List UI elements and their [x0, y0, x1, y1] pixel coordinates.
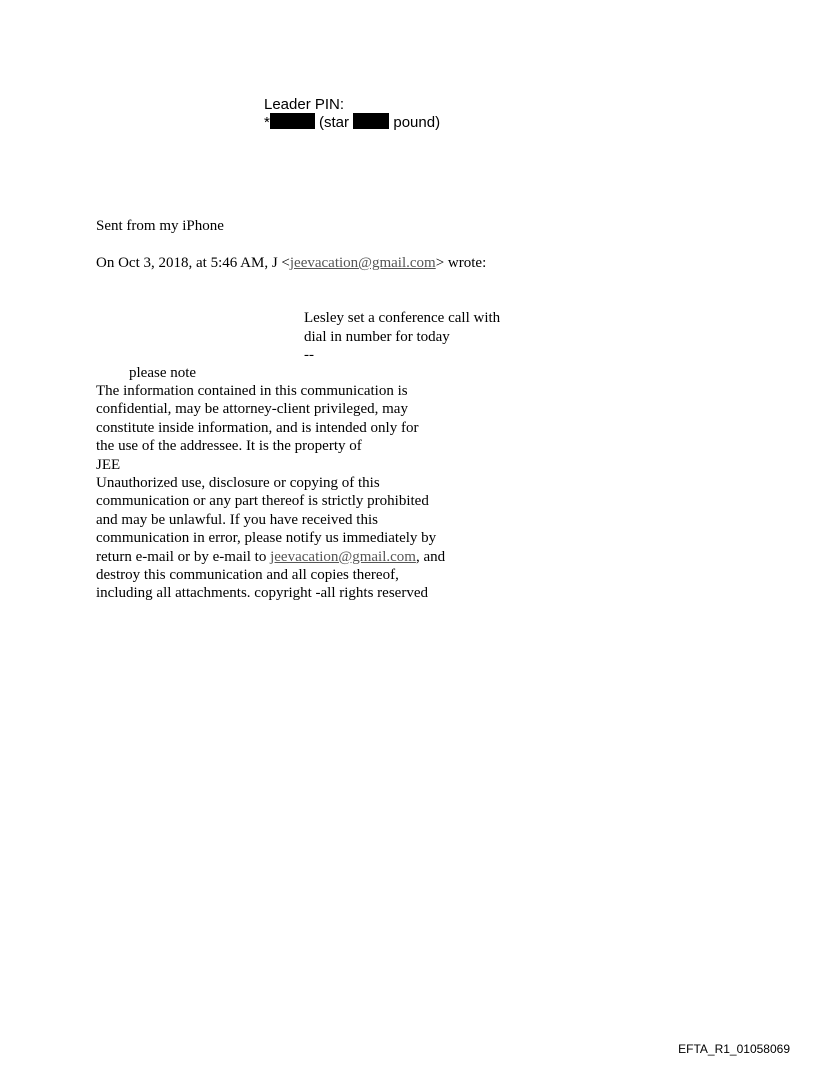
reply-header	[96, 254, 486, 272]
disclaimer-line: Unauthorized use, disclosure or copying of this	[96, 475, 380, 492]
disclaimer-line: communication in error, please notify us immediately by	[96, 530, 437, 547]
redaction-box	[353, 113, 389, 129]
message-separator: --	[304, 347, 314, 363]
please-note-heading: please note	[129, 365, 197, 381]
disclaimer-notify-suffix: , and	[415, 548, 446, 565]
sender-email-link[interactable]: jeevacation@gmail.com	[289, 255, 436, 271]
document-id-footer: EFTA_R1_01058069	[678, 1042, 790, 1056]
pin-star-text: (star	[319, 114, 350, 131]
disclaimer-line: JEE	[96, 456, 121, 473]
quoted-message	[304, 309, 500, 365]
disclaimer-line: and may be unlawful. If you have received this	[96, 511, 378, 528]
reply-header-suffix: > wrote:	[435, 255, 487, 271]
pin-pound-text: pound)	[393, 114, 441, 131]
leader-pin-label: Leader PIN:	[264, 96, 345, 113]
message-line: Lesley set a conference call with	[304, 310, 501, 326]
disclaimer-line: including all attachments. copyright -all rights reserved	[96, 585, 428, 602]
disclaimer-notify-prefix: return e-mail or by e-mail to	[96, 548, 271, 565]
sent-from-signature: Sent from my iPhone	[96, 218, 224, 234]
redaction-box	[270, 113, 315, 129]
notify-email-link[interactable]: jeevacation@gmail.com	[270, 548, 416, 565]
disclaimer-line: confidential, may be attorney-client privileged, may	[96, 401, 408, 418]
disclaimer-line: constitute inside information, and is intended only for	[96, 419, 419, 436]
disclaimer-line: destroy this communication and all copies thereof,	[96, 567, 399, 584]
reply-header-prefix: On Oct 3, 2018, at 5:46 AM, J <	[96, 255, 290, 271]
disclaimer-line: the use of the addressee. It is the property of	[96, 438, 362, 455]
confidentiality-disclaimer	[96, 382, 445, 603]
disclaimer-notify-line	[96, 548, 445, 566]
leader-pin-code	[264, 113, 440, 131]
disclaimer-line: The information contained in this communication is	[96, 383, 408, 399]
pin-prefix: *	[264, 114, 270, 131]
disclaimer-line: communication or any part thereof is strictly prohibited	[96, 493, 429, 510]
message-line: dial in number for today	[304, 328, 450, 345]
